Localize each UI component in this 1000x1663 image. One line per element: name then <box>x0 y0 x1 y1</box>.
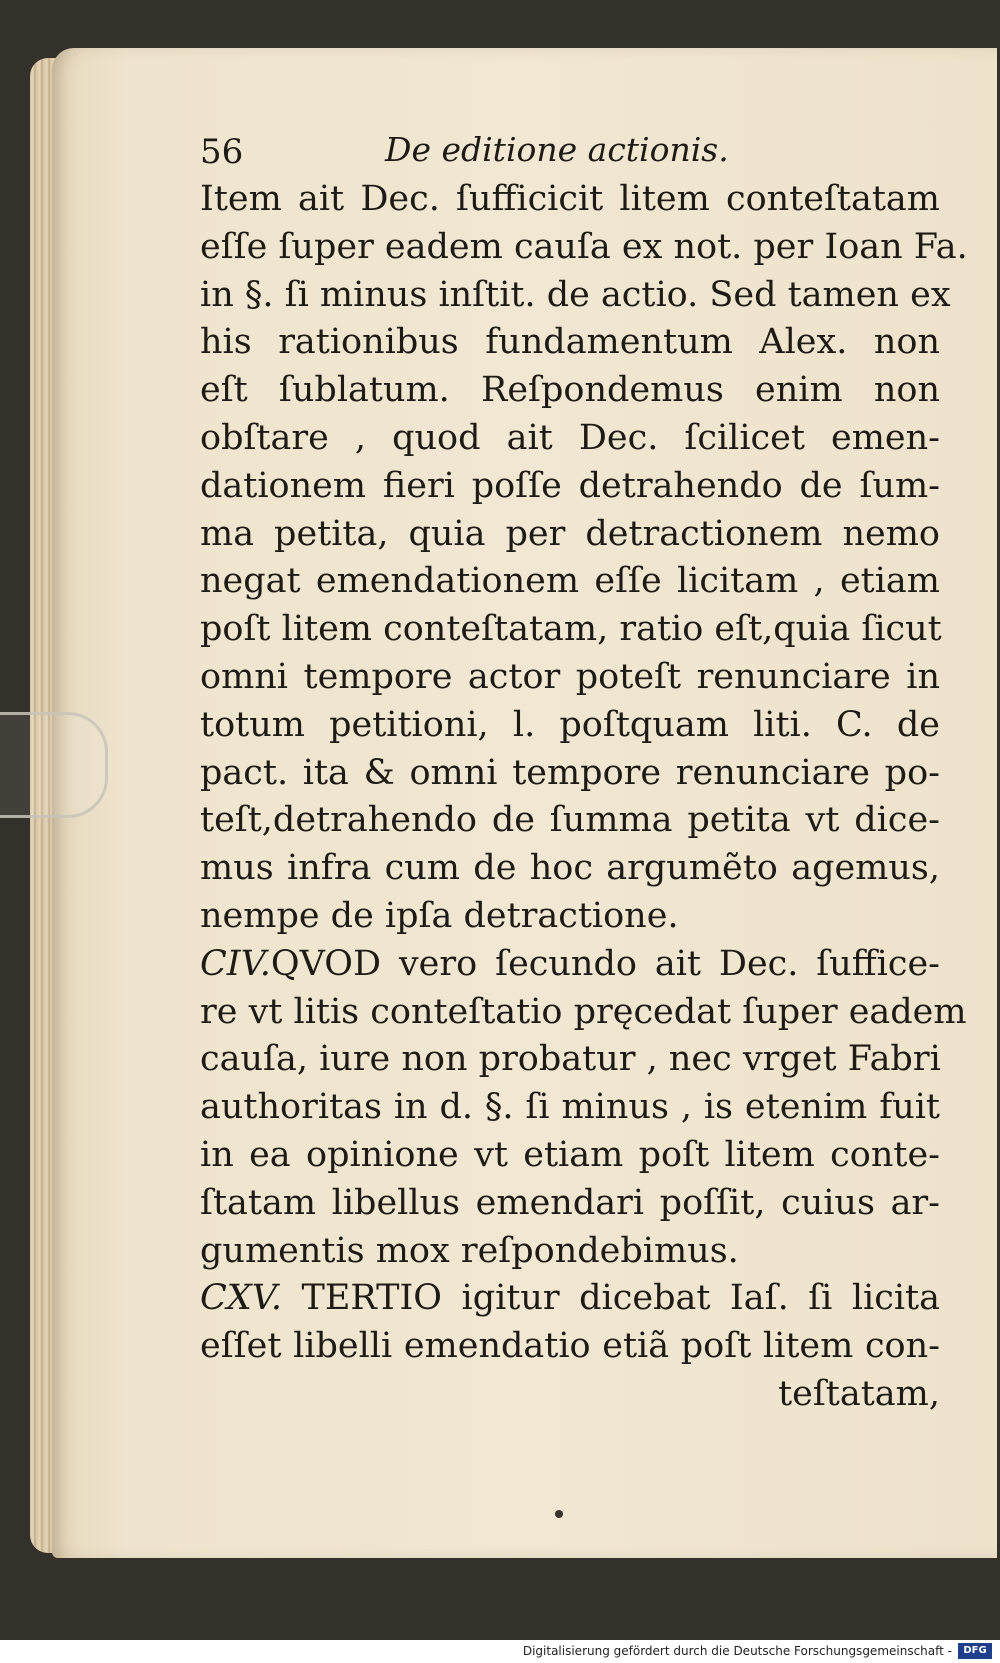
text-line: gumentis mox reſpondebimus. <box>200 1230 739 1271</box>
text-line: authoritas in d. §. ſi minus , is etenim fuit <box>200 1087 940 1128</box>
text-line: eſſet libelli emendatio etiã poſt litem con- <box>200 1326 940 1367</box>
ink-dot <box>555 1510 563 1518</box>
funding-credit: Digitalisierung gefördert durch die Deutsche Forschungsgemeinschaft - <box>522 1644 952 1658</box>
page-number: 56 <box>200 132 244 172</box>
running-title: De editione actionis. <box>385 130 729 169</box>
text-span: QVOD vero ſecundo ait Dec. ſuffice- <box>270 943 940 984</box>
text-line: poſt litem conteſtatam, ratio eſt,quia ſicut <box>200 609 942 650</box>
footer-bar <box>0 1640 1000 1663</box>
text-line: ſtatam libellus emendari poſſit, cuius ar- <box>200 1182 940 1223</box>
book-clip <box>0 712 108 818</box>
text-line: Item ait Dec. ſufficicit litem conteſtatam <box>200 179 940 219</box>
text-line: pact. ita & omni tempore renunciare po- <box>200 752 940 793</box>
text-line: omni tempore actor poteſt renunciare in <box>200 656 940 697</box>
text-line: ma petita, quia per detractionem nemo <box>200 513 940 554</box>
text-line: eſſe ſuper eadem cauſa ex not. per Ioan Fa. <box>200 226 968 267</box>
text-line: totum petitioni, l. poſtquam liti. C. de <box>200 704 940 745</box>
text-line: mus infra cum de hoc argumẽto agemus, <box>200 848 940 889</box>
page-header <box>200 120 940 176</box>
paragraph-first-line <box>200 941 940 989</box>
section-marker: CIV. <box>200 943 271 984</box>
text-line: in ea opinione vt etiam poſt litem conte- <box>200 1134 940 1175</box>
text-line: nempe de ipſa detractione. <box>200 895 679 936</box>
text-line: his rationibus fundamentum Alex. non <box>200 322 940 363</box>
section-marker: CXV. <box>200 1278 282 1319</box>
text-line: negat emendationem eſſe licitam , etiam <box>200 561 940 602</box>
catchword: teſtatam, <box>778 1373 940 1414</box>
text-line: obſtare , quod ait Dec. ſcilicet emen- <box>200 417 940 458</box>
paragraph-first-line <box>200 1275 940 1323</box>
text-line: cauſa, iure non probatur , nec vrget Fabri <box>200 1039 941 1080</box>
text-line: re vt litis conteſtatio pręcedat ſuper eadem <box>200 991 967 1032</box>
text-line: in §. ſi minus inſtit. de actio. Sed tamen ex <box>200 274 951 315</box>
text-span: TERTIO igitur dicebat Iaſ. ſi licita <box>301 1278 940 1319</box>
text-line: eſt ſublatum. Reſpondemus enim non <box>200 370 940 411</box>
text-block <box>200 120 968 1419</box>
text-line: dationem fieri poſſe detrahendo de ſum- <box>200 465 940 506</box>
text-line: teſt,detrahendo de ſumma petita vt dice- <box>200 800 940 841</box>
dfg-logo: DFG <box>958 1643 992 1659</box>
